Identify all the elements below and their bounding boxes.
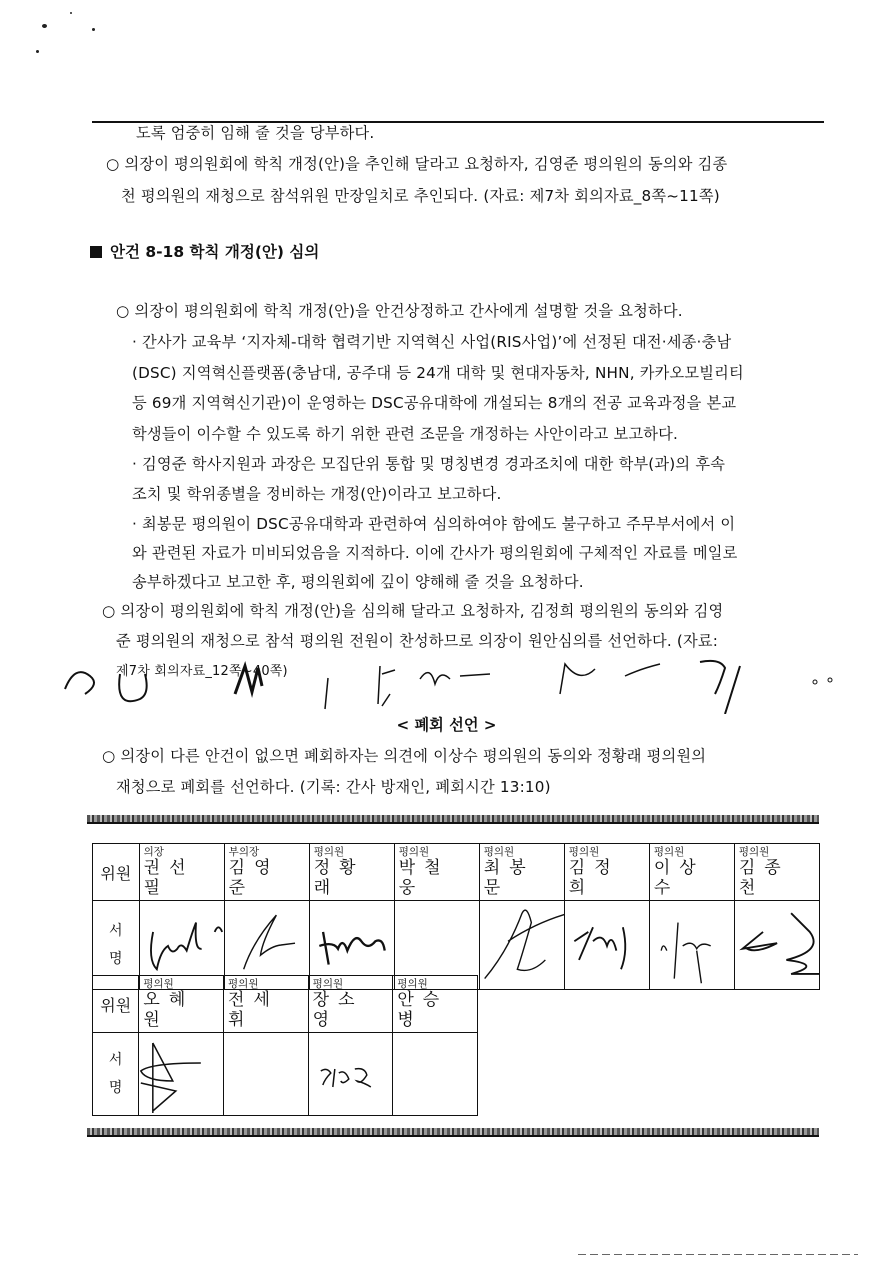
- signature-cell: [139, 1033, 224, 1116]
- signature-icon: [650, 901, 734, 989]
- scan-noise-bar: [87, 1128, 819, 1137]
- member-role: 평의원: [738, 846, 770, 858]
- sign-label-top: 서: [109, 923, 123, 939]
- agenda-line: 와 관련된 자료가 미비되었음을 지적하다. 이에 간사가 평의원회에 구체적인 자료를 메일로: [132, 544, 738, 562]
- closing-line: ○ 의장이 다른 안건이 없으면 폐회하자는 의견에 이상수 평의원의 동의와 정황래 평의원의: [102, 747, 707, 765]
- member-row: [93, 976, 478, 1033]
- signature-cell: [308, 1033, 393, 1116]
- member-role: 평의원: [313, 846, 345, 858]
- agenda-line: · 최봉문 평의원이 DSC공유대학과 관련하여 심의하여야 함에도 불구하고 주무부서에서 이: [132, 515, 736, 533]
- closing-line: 재청으로 폐회를 선언하다. (기록: 간사 방재인, 폐회시간 13:10): [116, 778, 551, 796]
- member-role: 평의원: [398, 846, 430, 858]
- scan-speck: [36, 50, 39, 53]
- agenda-line: · 김영준 학사지원과 과장은 모집단위 통합 및 명칭변경 경과조치에 대한 학부(과)의 후속: [132, 455, 726, 473]
- member-name: 안승병: [397, 990, 449, 1030]
- member-role: 평의원: [483, 846, 515, 858]
- member-cell: [564, 844, 649, 901]
- agenda-line: ○ 의장이 평의원회에 학칙 개정(안)을 심의해 달라고 요청하자, 김정희 평의원의 동의와 김영: [102, 602, 724, 620]
- signature-icon: [565, 901, 649, 989]
- signature-cell: [564, 901, 649, 990]
- member-role: 평의원: [568, 846, 600, 858]
- signature-cell: [224, 1033, 309, 1116]
- member-role: 부의장: [228, 846, 260, 858]
- signature-table-1: [92, 843, 820, 990]
- member-name: 장소영: [312, 990, 364, 1030]
- pen-scrawl: [60, 654, 860, 714]
- paragraph-line: 천 평의원의 재청으로 참석위원 만장일치로 추인되다. (자료: 제7차 회의자료_8쪽~11쪽): [121, 187, 720, 205]
- agenda-line: 학생들이 이수할 수 있도록 하기 위한 관련 조문을 개정하는 사안이라고 보고하다.: [132, 425, 679, 443]
- member-cell: [734, 844, 819, 901]
- agenda-line: 등 69개 지역혁신기관)이 운영하는 DSC공유대학에 개설되는 8개의 전공 교육과정을 본교: [132, 394, 737, 412]
- signature-icon: [309, 1033, 393, 1115]
- member-role: 평의원: [312, 978, 344, 990]
- sign-label-bottom: 명: [108, 1080, 123, 1096]
- member-name: 정황래: [313, 858, 365, 898]
- sign-label-bottom: 명: [109, 951, 123, 967]
- signature-icon: [480, 901, 564, 989]
- paragraph-line: 도록 엄중히 임해 줄 것을 당부하다.: [136, 124, 375, 142]
- member-name: 김영준: [228, 858, 280, 898]
- signature-cell: [649, 901, 734, 990]
- signature-icon: [735, 901, 819, 989]
- agenda-line: 제7차 회의자료_12쪽~40쪽): [116, 664, 288, 679]
- member-role: 의장: [143, 846, 164, 858]
- agenda-line: · 간사가 교육부 ‘지자체-대학 협력기반 지역혁신 사업(RIS사업)’에 선정된 대전·세종·충남: [132, 333, 732, 351]
- member-name: 이상수: [653, 858, 705, 898]
- agenda-heading-text: 안건 8-18 학칙 개정(안) 심의: [110, 243, 320, 261]
- member-cell: [394, 844, 479, 901]
- member-cell: [308, 976, 393, 1033]
- square-bullet-icon: [90, 246, 102, 258]
- sign-label: [93, 1033, 139, 1116]
- member-cell: [224, 976, 309, 1033]
- signature-icon: [139, 1033, 223, 1115]
- member-cell: [649, 844, 734, 901]
- scan-speck: [92, 28, 95, 31]
- member-name: 최봉문: [483, 858, 535, 898]
- signature-cell: [393, 1033, 478, 1116]
- member-name: 전세휘: [228, 990, 279, 1030]
- signature-cell: [479, 901, 564, 990]
- member-role: 평의원: [143, 978, 174, 990]
- agenda-line: 준 평의원의 재청으로 참석 평의원 전원이 찬성하므로 의장이 원안심의를 선언하다. (자료:: [116, 632, 719, 650]
- signature-cell: [734, 901, 819, 990]
- row-label: 위원: [93, 844, 140, 901]
- member-name: 김정희: [568, 858, 620, 898]
- agenda-line: 송부하겠다고 보고한 후, 평의원회에 깊이 양해해 줄 것을 요청하다.: [132, 573, 584, 591]
- member-cell: [479, 844, 564, 901]
- footer-dotted-rule: [578, 1254, 858, 1255]
- scan-speck: [70, 12, 72, 14]
- signature-row: [93, 1033, 478, 1116]
- member-role: 평의원: [397, 978, 428, 990]
- agenda-line: (DSC) 지역혁신플랫폼(충남대, 공주대 등 24개 대학 및 현대자동차, NHN, 카카오모빌리티: [132, 364, 744, 382]
- member-name: 김종천: [738, 858, 790, 898]
- signature-table-2: [92, 975, 478, 1116]
- sign-label-top: 서: [108, 1052, 123, 1068]
- member-name: 박철웅: [398, 858, 450, 898]
- agenda-heading: [90, 240, 319, 262]
- member-cell: [139, 844, 224, 901]
- row-label: 위원: [93, 976, 139, 1033]
- member-cell: [309, 844, 394, 901]
- member-cell: [393, 976, 478, 1033]
- member-name: 오혜원: [143, 990, 195, 1030]
- agenda-line: ○ 의장이 평의원회에 학칙 개정(안)을 안건상정하고 간사에게 설명할 것을 요청하다.: [116, 302, 683, 320]
- scan-speck: [42, 24, 47, 28]
- member-row: [93, 844, 820, 901]
- paragraph-line: ○ 의장이 평의원회에 학칙 개정(안)을 추인해 달라고 요청하자, 김영준 평의원의 동의와 김종: [106, 155, 728, 173]
- member-cell: [139, 976, 224, 1033]
- member-role: 평의원: [228, 978, 259, 990]
- closing-heading: < 폐회 선언 >: [396, 716, 497, 734]
- member-cell: [224, 844, 309, 901]
- member-role: 평의원: [653, 846, 685, 858]
- agenda-line: 조치 및 학위종별을 정비하는 개정(안)이라고 보고하다.: [132, 485, 502, 503]
- scan-noise-bar: [87, 815, 819, 824]
- member-name: 권선필: [143, 858, 195, 898]
